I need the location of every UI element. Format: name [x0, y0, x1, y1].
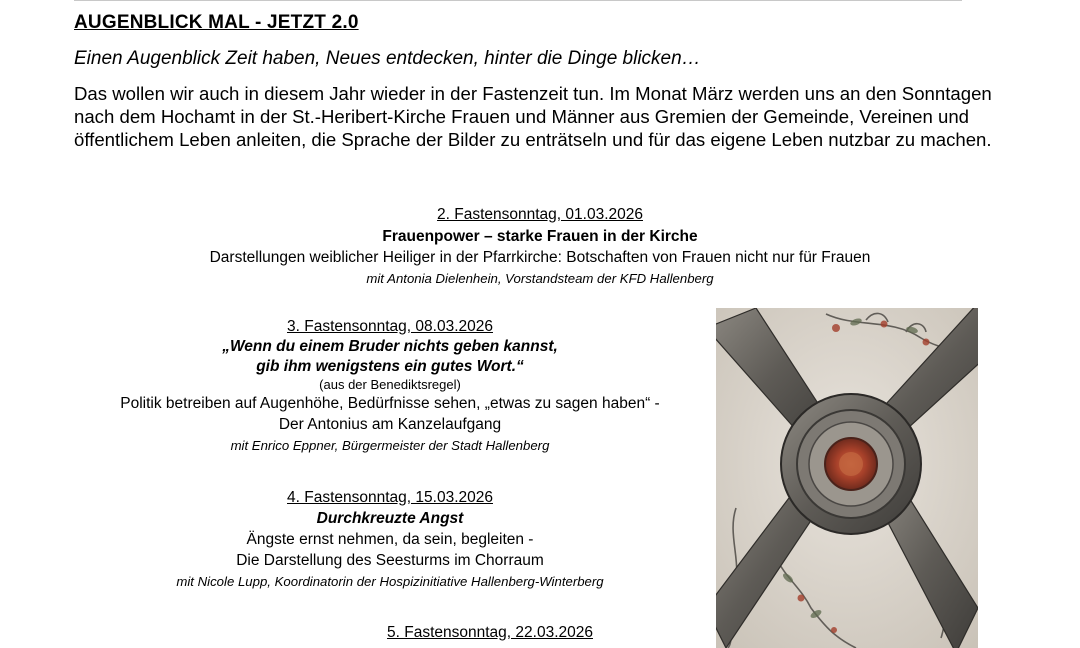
page-subtitle: Einen Augenblick Zeit haben, Neues entdecken, hinter die Dinge blicken… [74, 48, 701, 69]
top-divider [74, 0, 962, 1]
event-3-fastensonntag [60, 316, 720, 457]
event-date: 5. Fastensonntag, 22.03.2026 [387, 624, 593, 641]
event-description-line2: Der Antonius am Kanzelaufgang [278, 416, 502, 433]
event-date: 2. Fastensonntag, 01.03.2026 [437, 206, 643, 223]
event-4-fastensonntag [60, 487, 720, 593]
event-description-line2: Die Darstellung des Seesturms im Chorraum [236, 552, 544, 569]
event-description: Darstellungen weiblicher Heiliger in der Pfarrkirche: Botschaften von Frauen nicht nur für Frauen [209, 249, 871, 266]
church-vault-photo [716, 308, 978, 648]
event-speaker: mit Nicole Lupp, Koordinatorin der Hospizinitiative Hallenberg-Winterberg [176, 574, 604, 589]
event-2-fastensonntag [80, 204, 1000, 290]
event-date: 4. Fastensonntag, 15.03.2026 [287, 489, 493, 506]
event-date: 3. Fastensonntag, 08.03.2026 [287, 318, 493, 335]
event-speaker: mit Antonia Dielenhein, Vorstandsteam der KFD Hallenberg [366, 271, 714, 286]
event-description-line1: Politik betreiben auf Augenhöhe, Bedürfnisse sehen, „etwas zu sagen haben“ - [120, 395, 660, 412]
event-quote-line2: gib ihm wenigstens ein gutes Wort.“ [256, 358, 524, 375]
event-quote-line1: „Wenn du einem Bruder nichts geben kannst, [222, 338, 558, 355]
event-description-line1: Ängste ernst nehmen, da sein, begleiten - [246, 531, 534, 548]
event-heading: Frauenpower – starke Frauen in der Kirche [382, 228, 698, 245]
event-speaker: mit Enrico Eppner, Bürgermeister der Stadt Hallenberg [230, 438, 550, 453]
event-heading: Durchkreuzte Angst [316, 510, 464, 527]
intro-paragraph: Das wollen wir auch in diesem Jahr wieder in der Fastenzeit tun. Im Monat März werden uns an den Sonntagen nach dem Hochamt in der St.-Heribert-Kirche Frauen und Männer aus Gremien der Gemeinde, Vereinen und öffentlichem Leben anleiten, die Sprache der Bilder zu enträtseln und für das eigene Leben nutzbar zu machen. [74, 83, 992, 150]
page-title: AUGENBLICK MAL - JETZT 2.0 [74, 12, 359, 33]
event-quote-source: (aus der Benediktsregel) [319, 377, 461, 392]
